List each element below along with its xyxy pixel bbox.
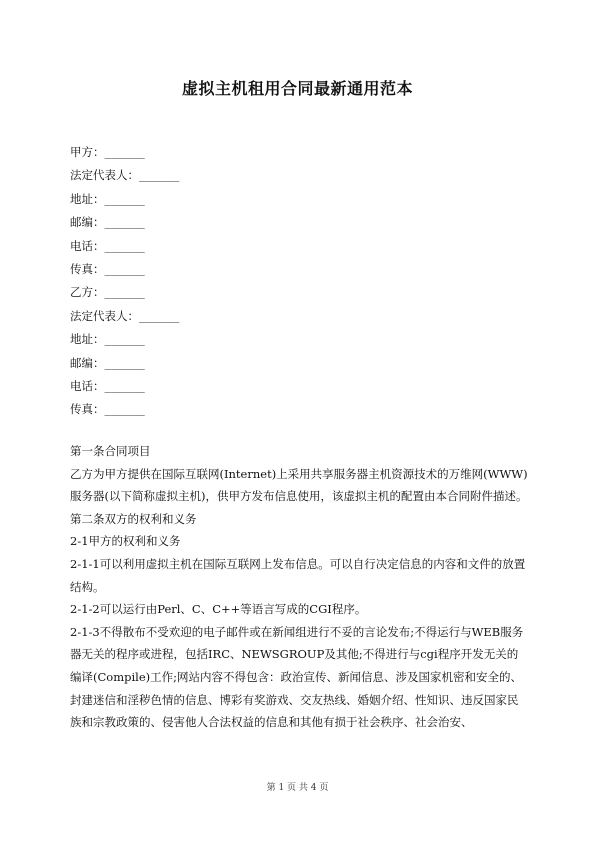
subsection-heading: 2-1甲方的权利和义务 xyxy=(70,534,181,549)
clause-paragraph: 2-1-1可以利用虚拟主机在国际互联网上发布信息。可以自行决定信息的内容和文件的放置结构。 xyxy=(70,556,526,594)
party-a-address-field: 地址：_______ xyxy=(70,191,145,206)
party-info-block xyxy=(70,141,179,422)
party-b-field: 乙方：_______ xyxy=(70,285,145,300)
party-b-representative-field: 法定代表人：_______ xyxy=(70,308,180,323)
section-heading: 第一条合同项目 xyxy=(70,444,151,458)
clause-paragraph: 2-1-3不得散布不受欢迎的电子邮件或在新闻组进行不妥的言论发布;不得运行与WEB服务器无关的程序或进程，包括IRC、NEWSGROUP及其他;不得进行与cgi程序开发无关的编译(Compile)工作;网站内容不得包含：政治宣传、新闻信息、涉及国家机密和安全的、封建迷信和淫秽色情的信息、博彩有奖游戏、交友热线、婚姻介绍、性知识、违反国家民族和宗教政策的、侵害他人合法权益的信息和其他有损于社会秩序、社会治安、 xyxy=(70,624,524,730)
party-b-fax-field: 传真：_______ xyxy=(70,402,145,417)
party-b-postcode-field: 邮编：_______ xyxy=(70,355,145,370)
body-paragraph: 乙方为甲方提供在国际互联网(Internet)上采用共享服务器主机资源技术的万维网(WWW)服务器(以下简称虚拟主机)，供甲方发布信息使用，该虚拟主机的配置由本合同附件描述。 xyxy=(70,466,528,504)
contract-body xyxy=(70,440,528,734)
party-b-address-field: 地址：_______ xyxy=(70,332,145,347)
party-a-phone-field: 电话：_______ xyxy=(70,238,145,253)
page-number-footer: 第 1 页 共 4 页 xyxy=(266,783,329,793)
party-a-postcode-field: 邮编：_______ xyxy=(70,215,145,230)
party-a-fax-field: 传真：_______ xyxy=(70,261,145,276)
party-b-phone-field: 电话：_______ xyxy=(70,378,145,393)
clause-paragraph: 2-1-2可以运行由Perl、C、C++等语言写成的CGI程序。 xyxy=(70,602,367,617)
page-title: 虚拟主机租用合同最新通用范本 xyxy=(181,79,413,98)
party-a-representative-field: 法定代表人：_______ xyxy=(70,168,180,183)
party-a-field: 甲方：_______ xyxy=(70,145,145,159)
section-heading: 第二条双方的权利和义务 xyxy=(70,511,197,526)
